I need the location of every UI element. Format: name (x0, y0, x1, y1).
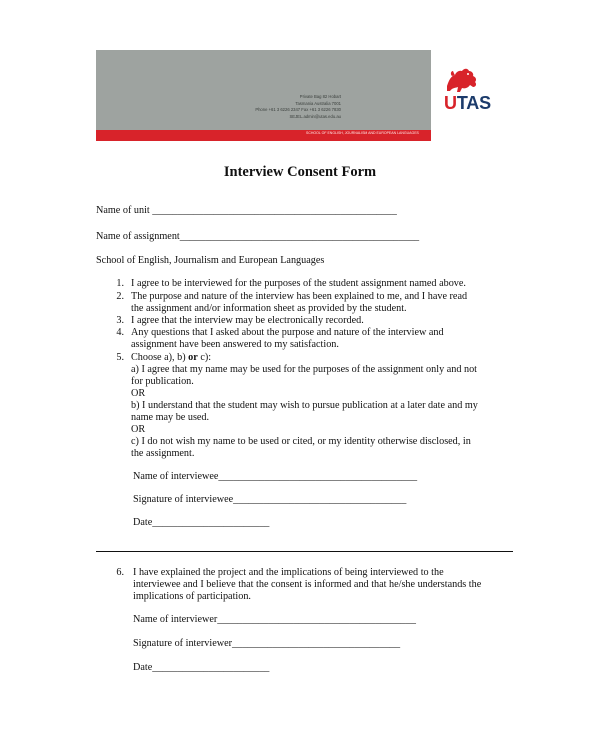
option-b-text: name may be used. (131, 412, 210, 423)
utas-logo (431, 50, 512, 141)
school-name: School of English, Journalism and European Languages (96, 255, 325, 266)
interviewer-name-field[interactable]: Name of interviewer_______________________________________ (133, 614, 416, 625)
list-item: The purpose and nature of the interview has been explained to me, and I have read (131, 291, 468, 302)
letterhead-grey-band (96, 50, 431, 130)
option-c-text: c) I do not wish my name to be used or cited, or my identity otherwise disclosed, in (131, 436, 471, 447)
or-separator: OR (131, 388, 146, 399)
list-item: Any questions that I asked about the purpose and nature of the interview and (131, 327, 444, 338)
utas-wordmark (444, 94, 491, 112)
logo-rest: TAS (456, 93, 491, 113)
interviewee-signature-field[interactable]: Signature of interviewee__________________________________ (133, 494, 407, 505)
choose-instruction (131, 352, 211, 364)
unit-name-field[interactable]: Name of unit ________________________________________________ (96, 205, 397, 216)
item-number: 1. (116, 278, 124, 289)
choose-prefix: Choose a), b) (131, 352, 189, 363)
item-number: 2. (116, 291, 124, 302)
list-item: interviewee and I believe that the consent is informed and that he/she understands the (133, 579, 482, 590)
or-separator: OR (131, 424, 146, 435)
interviewee-date-field[interactable]: Date_______________________ (133, 517, 270, 528)
item-number: 6. (116, 567, 124, 578)
logo-prefix: U (444, 93, 457, 113)
item-number: 4. (116, 327, 124, 338)
section-divider (96, 551, 513, 552)
list-item: I agree to be interviewed for the purposes of the student assignment named above. (131, 278, 466, 289)
school-strip-text: SCHOOL OF ENGLISH, JOURNALISM AND EUROPEAN LANGUAGES (306, 131, 419, 135)
interviewer-date-field[interactable]: Date_______________________ (133, 662, 270, 673)
assignment-name-field[interactable]: Name of assignment_______________________________________________ (96, 231, 420, 242)
list-item: the assignment and/or information sheet as provided by the student. (131, 303, 407, 314)
option-b-text: b) I understand that the student may wish to pursue publication at a later date and my (131, 400, 478, 411)
item-number: 5. (116, 352, 124, 363)
choose-or-bold: or (188, 352, 198, 363)
list-item: implications of participation. (133, 591, 251, 602)
page-title: Interview Consent Form (223, 164, 377, 180)
interviewee-name-field[interactable]: Name of interviewee_______________________________________ (133, 471, 418, 482)
option-a-text: a) I agree that my name may be used for the purposes of the assignment only and not (131, 364, 477, 375)
list-item: I have explained the project and the implications of being interviewed to the (133, 567, 444, 578)
list-item: assignment have been answered to my satisfaction. (131, 339, 339, 350)
interviewer-signature-field[interactable]: Signature of interviewer_________________________________ (133, 638, 401, 649)
option-c-text: the assignment. (131, 448, 195, 459)
choose-suffix: c): (197, 352, 212, 363)
address-line: Phone +61 3 6226 2347 Fax +61 3 6226 7830 (255, 107, 341, 112)
letterhead (96, 50, 512, 146)
option-a-text: for publication. (131, 376, 194, 387)
address-line: Private Bag 82 Hobart (299, 94, 341, 99)
list-item: I agree that the interview may be electronically recorded. (131, 315, 364, 326)
item-number: 3. (116, 315, 124, 326)
address-line: Tasmania Australia 7001 (295, 100, 341, 106)
letterhead-address (255, 94, 341, 120)
address-line: SEJEL.admin@utas.edu.au (289, 113, 341, 119)
lion-crest-icon (444, 66, 480, 94)
